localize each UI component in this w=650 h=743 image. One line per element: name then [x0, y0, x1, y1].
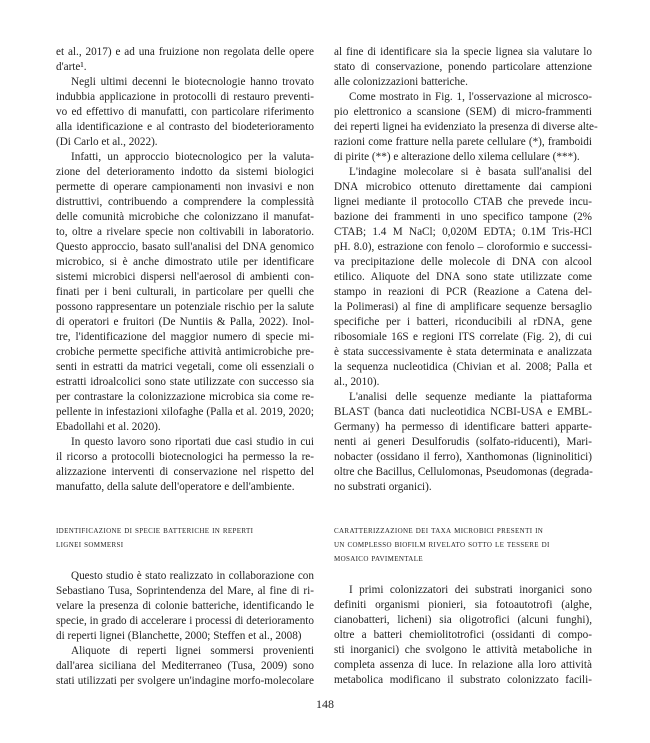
page-number: 148 [316, 697, 334, 711]
text-line: al fine di identificare sia la specie lignea sia valutare lo [334, 46, 592, 58]
text-line: etilico. Aliquote del DNA sono state utilizzate come [334, 271, 592, 283]
text-line: L'indagine molecolare si è basata sull'analisi del [349, 166, 592, 178]
text-line: no substrati organici). [334, 481, 432, 493]
text-line: d'arte¹. [56, 61, 87, 73]
text-line: dei reperti lignei ha evidenziato la presenza di diverse alte- [334, 121, 598, 133]
section-heading-line: lignei sommersi [56, 540, 124, 550]
text-line: Questo studio è stato realizzato in collaborazione con [71, 570, 314, 582]
text-line: va precipitazione delle molecole di DNA con alcool [334, 256, 592, 268]
text-line: Come mostrato in Fig. 1, l'osservazione al microsco- [349, 91, 592, 103]
text-line: stati utilizzati per svolgere un'indagine morfo-molecolare [56, 675, 314, 687]
text-line: delle comunità microbiche che colonizzano il manufat- [56, 211, 314, 223]
text-line: BLAST (banca dati nucleotidica NCBI-USA e EMBL- [334, 406, 592, 418]
text-line: tre, l'identificazione del maggior numero di specie mi- [56, 331, 314, 343]
text-line: Ebadollahi et al. 2020). [56, 421, 161, 433]
text-line: In questo lavoro sono riportati due casi studio in cui [71, 436, 314, 448]
text-line: la Polimerasi) al fine di amplificare sequenze bersaglio [334, 301, 592, 313]
text-line: Questo approccio, basato sull'analisi del DNA genomico [56, 241, 314, 253]
text-line: sistemi microbici dispersi nell'aerosol di ambienti con- [56, 271, 314, 283]
text-line: L'analisi delle sequenze mediante la piattaforma [349, 391, 592, 403]
text-line: Germany) ha permesso di identificare batteri apparte- [334, 421, 592, 433]
text-line: senti in estratti da matrici vegetali, come oli essenziali o [56, 361, 314, 373]
text-line: Infatti, un approccio biotecnologico per la valuta- [71, 151, 314, 163]
text-line: stato di conservazione, ponendo particolare attenzione [334, 61, 592, 73]
text-line: pH. 8.0), estrazione con fenolo – cloroformio e successi- [334, 241, 592, 253]
text-line: possono rappresentare un potenziale rischio per la salute [56, 301, 314, 313]
text-line: di pirite (**) e alterazione dello xilema cellulare (***). [334, 151, 580, 163]
text-line: velare la presenza di colonie batteriche, identificando le [56, 600, 314, 612]
text-line: lignei mediante il protocollo CTAB che prevede incu- [334, 196, 592, 208]
text-line: nenti ai generi Desulforudis (solfato-riducenti), Mari- [334, 436, 592, 448]
text-line: il ricorso a protocolli biotecnologici ha permesso la re- [56, 451, 314, 463]
section-heading-line: un complesso biofilm rivelato sotto le tessere di [334, 540, 550, 550]
text-line: di operatori e fruitori (De Nuntiis & Palla, 2022). Inol- [56, 316, 314, 328]
text-line: CTAB; 1.4 M NaCl; 0,020M EDTA; 0.1M Tris-HCl [334, 226, 592, 238]
text-line: alizzazione interventi di conservazione nel rispetto del [56, 466, 314, 478]
text-line: pio elettronico a scansione (SEM) di micro-frammenti [334, 106, 592, 118]
text-line: metabolica modificano il substrato colonizzato facili- [334, 674, 592, 686]
left-column [56, 45, 314, 685]
section-heading-line: identificazione di specie batteriche in reperti [56, 526, 254, 536]
text-line: (Di Carlo et al., 2022). [56, 136, 158, 148]
text-line: completa assenza di luce. In relazione alla loro attività [334, 659, 592, 671]
text-line: estratti idroalcolici sono state utilizzate con successo sia [56, 376, 314, 388]
text-line: finati per i beni culturali, in particolare per quelli che [56, 286, 314, 298]
text-line: microbico, si è anche dimostrato utile per identificare [56, 256, 314, 268]
text-line: ribosomiale 16S e regioni ITS correlate (Fig. 2), di cui [334, 331, 592, 343]
text-line: oltre che Bacillus, Cellulomonas, Pseudomonas (degrada- [334, 466, 593, 478]
text-line: Aliquote di reperti lignei sommersi provenienti [71, 645, 314, 657]
text-line: vo ed effettivo di manufatti, con particolare riferimento [56, 106, 314, 118]
text-line: stampo in reazioni di PCR (Reazione a Catena del- [334, 286, 592, 298]
text-line: I primi colonizzatori dei substrati inorganici sono [349, 584, 592, 596]
text-line: manufatto, della salute dell'operatore e dell'ambiente. [56, 481, 295, 493]
right-column [334, 45, 598, 686]
text-line: alla identificazione e al contrasto del biodeterioramento [56, 121, 314, 133]
text-line: dall'area siciliana del Mediterraneo (Tusa, 2009) sono [56, 660, 314, 672]
section-heading-line: mosaico pavimentale [334, 554, 423, 564]
text-line: oltre a batteri chemiolitotrofici (ossidanti di compo- [334, 629, 592, 641]
text-line: definiti organismi pionieri, sia fotoautotrofi (alghe, [334, 599, 592, 611]
text-line: specie, in grado di accelerare i processi di deterioramento [56, 615, 314, 627]
text-line: pellente in infestazioni xilofaghe (Palla et al. 2019, 2020; [56, 406, 314, 418]
text-line: razioni come fratture nella parete cellulare (*), framboidi [334, 136, 592, 148]
text-line: distruttivi, contribuendo a comprendere la complessità [56, 196, 314, 208]
text-line: è stata successivamente è stata determinata e analizzata [334, 346, 592, 358]
text-line: la sequenza nucleotidica (Chivian et al. 2008; Palla et [334, 361, 592, 373]
text-line: Sebastiano Tusa, Soprintendenza del Mare, al fine di ri- [56, 585, 314, 597]
text-line: al., 2010). [334, 376, 380, 388]
text-line: DNA microbico ottenuto direttamente dai campioni [334, 181, 592, 193]
text-line: indubbia applicazione in protocolli di restauro preventi- [56, 91, 314, 103]
text-line: permette di operare campionamenti non invasivi e non [56, 181, 314, 193]
text-line: sti inorganici) che svolgono le attività metaboliche in [334, 644, 592, 656]
text-line: crobiche permette specifiche attività antimicrobiche pre- [56, 346, 314, 358]
text-line: bazione dei frammenti in uno specifico tampone (2% [334, 211, 592, 223]
text-line: zione del deterioramento indotto da sistemi biologici [56, 166, 314, 178]
section-heading-line: caratterizzazione dei taxa microbici presenti in [334, 526, 544, 536]
text-line: di reperti lignei (Blanchette, 2000; Steffen et al., 2008) [56, 630, 302, 642]
text-line: per contrastare la colonizzazione microbica sia come re- [56, 391, 314, 403]
text-line: alle colonizzazioni batteriche. [334, 76, 468, 88]
text-line: specifiche per i batteri, riconducibili al rDNA, gene [334, 316, 592, 328]
text-line: nobacter (ossidano il ferro), Xanthomonas (ligninolitici) [334, 451, 592, 463]
text-line: cianobatteri, licheni) sia oligotrofici (alcuni funghi), [334, 614, 592, 626]
text-line: to, oltre a rivelare specie non coltivabili in laboratorio. [56, 226, 314, 238]
text-line: et al., 2017) e ad una fruizione non regolata delle opere [56, 46, 314, 58]
text-line: Negli ultimi decenni le biotecnologie hanno trovato [71, 76, 314, 88]
